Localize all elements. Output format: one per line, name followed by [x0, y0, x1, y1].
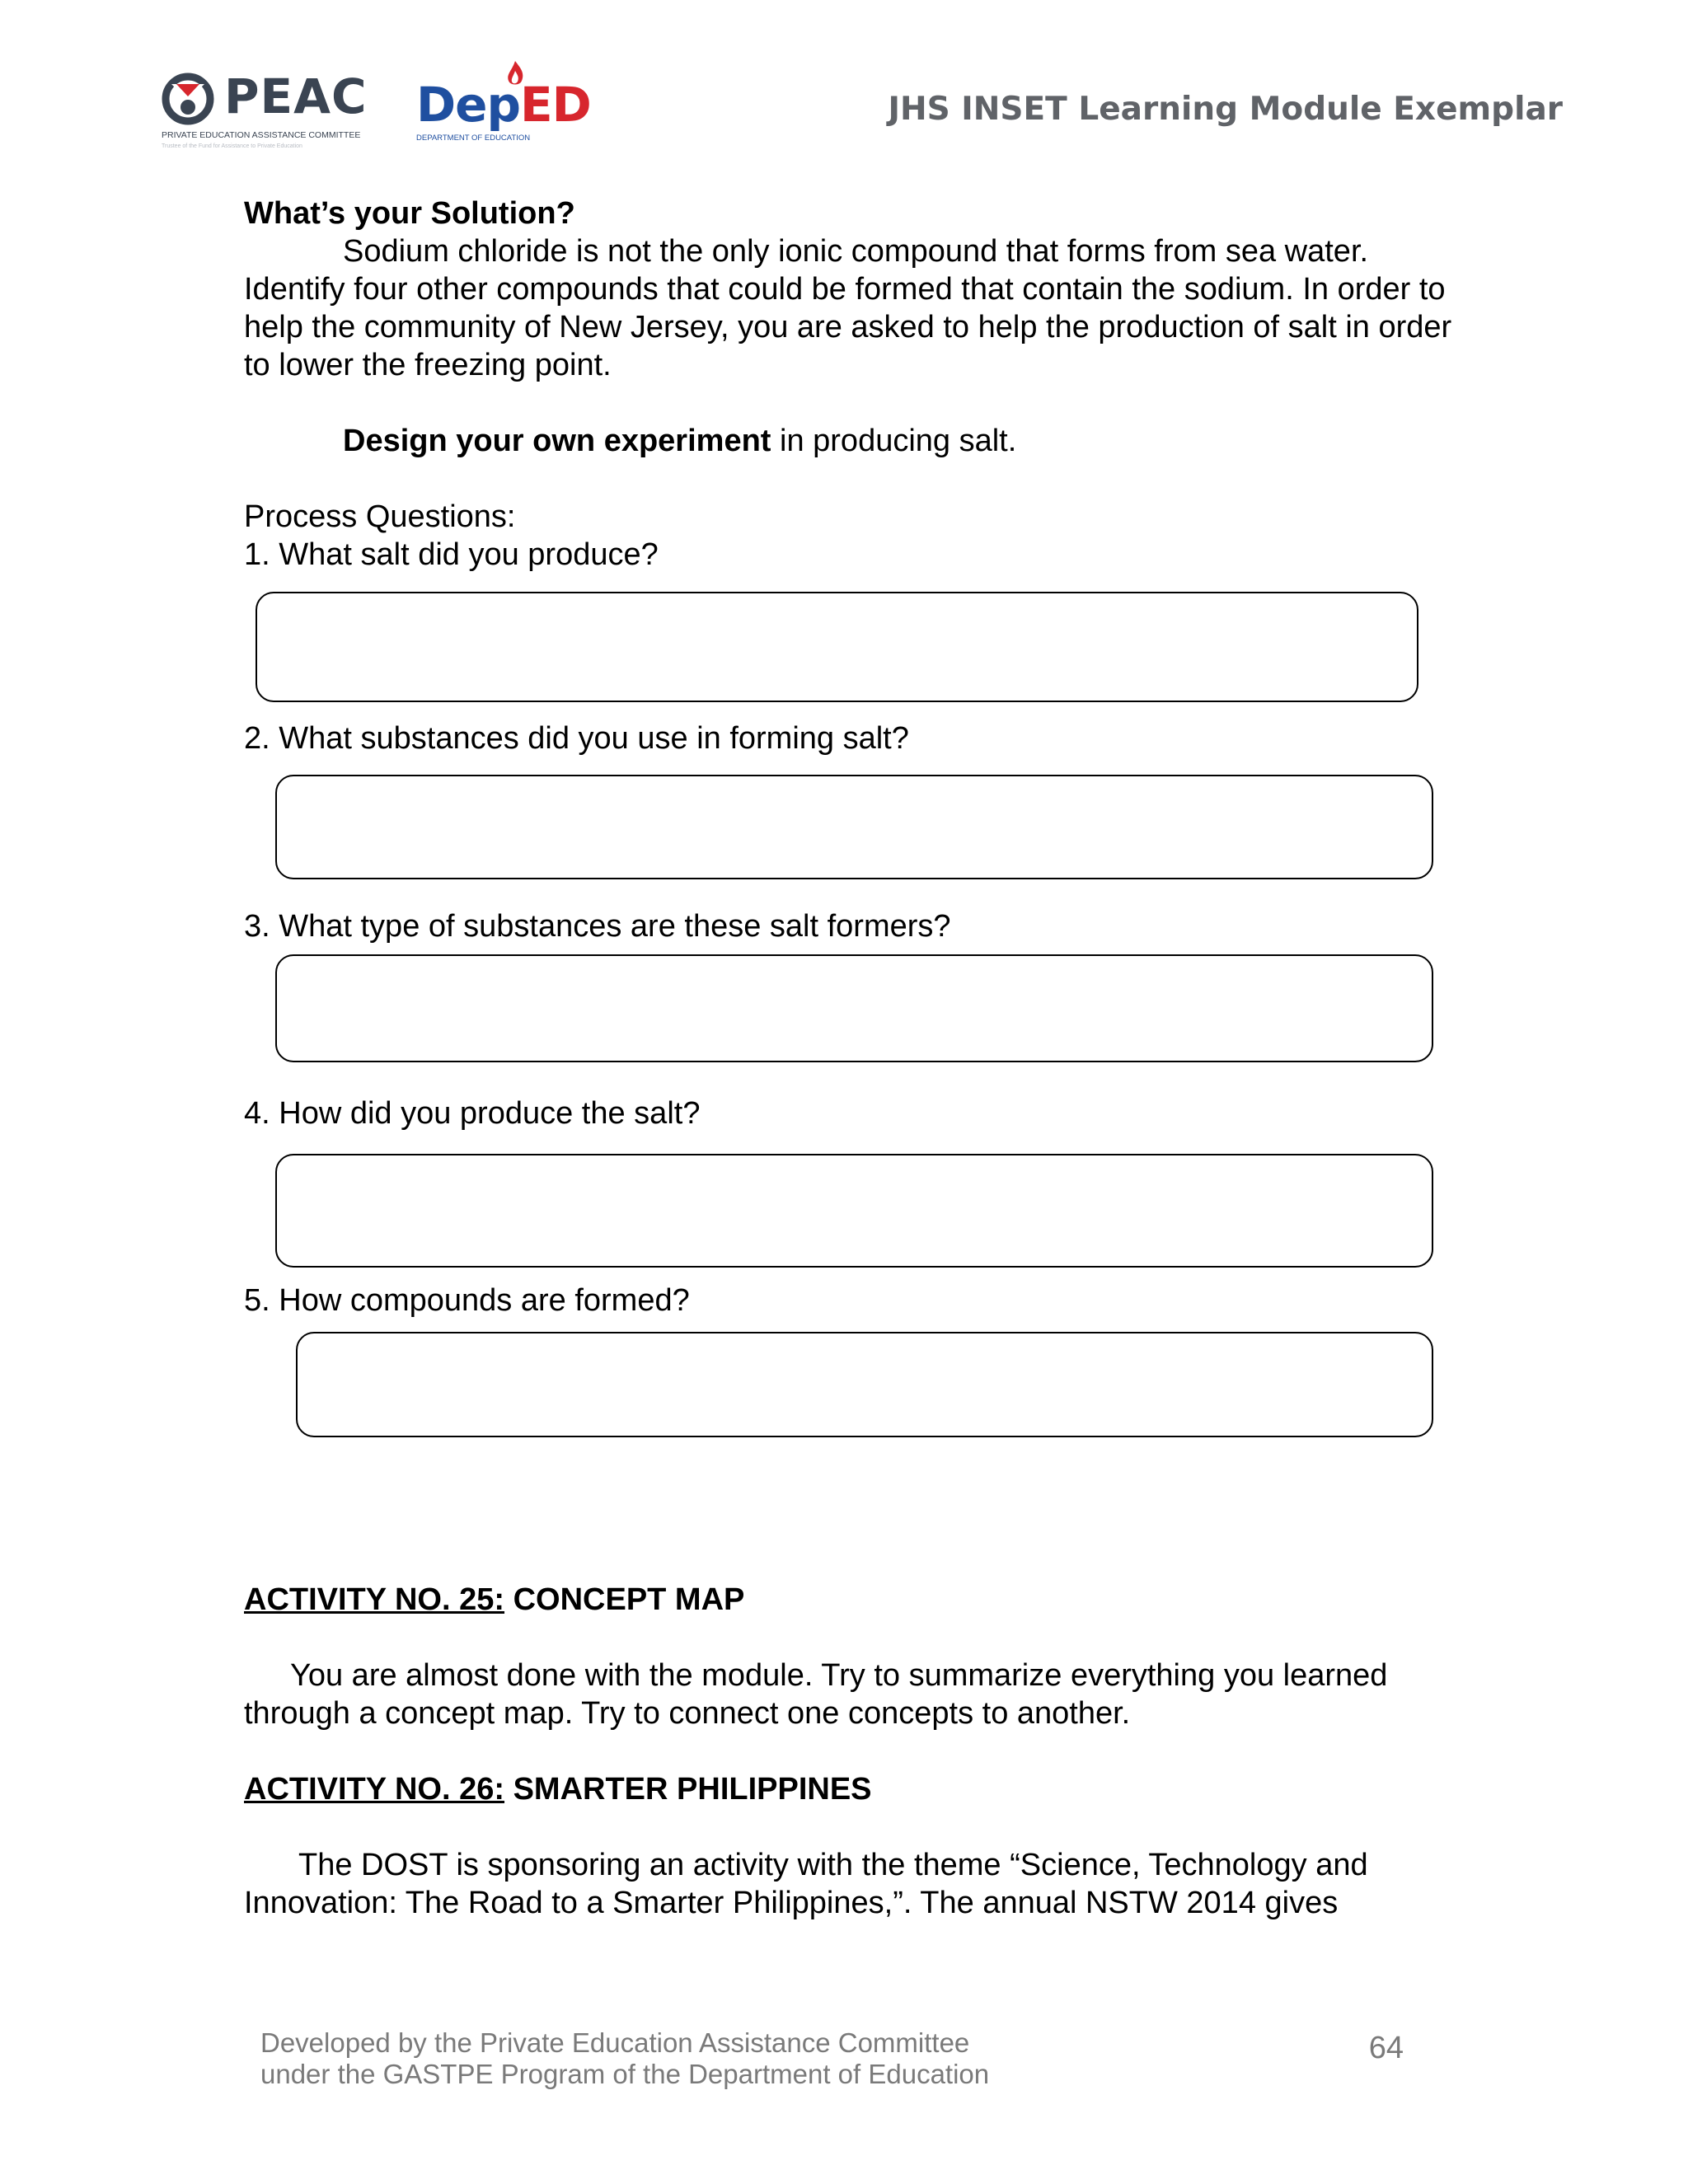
- activity-25-heading: [244, 1581, 1456, 1619]
- peac-subtitle: PRIVATE EDUCATION ASSISTANCE COMMITTEE: [162, 130, 361, 140]
- deped-subtitle: DEPARTMENT OF EDUCATION: [416, 134, 531, 143]
- question-1: 1. What salt did you produce?: [244, 537, 659, 572]
- solution-paragraph: Sodium chloride is not the only ionic compound that forms from sea water. Identify four other compounds that could be formed that contain the sodium. In order to help the community of New Jersey, you are asked to help the production of salt in order to lower the freezing point.: [244, 234, 1452, 382]
- activity-25-body: You are almost done with the module. Try to summarize everything you learned through a concept map. Try to connect one concepts to another.: [244, 1658, 1388, 1731]
- page-number: 64: [1368, 2031, 1404, 2065]
- design-instruction: [244, 422, 1456, 460]
- question-5: 5. How compounds are formed?: [244, 1283, 690, 1318]
- process-questions-label: Process Questions:: [244, 499, 516, 534]
- question-3: 3. What type of substances are these salt formers?: [244, 909, 951, 944]
- activity-25-section: [244, 1581, 1456, 1922]
- activity-26-body: The DOST is sponsoring an activity with the theme “Science, Technology and Innovation: The Road to a Smarter Philippines,”. The annual NSTW 2014 gives: [244, 1848, 1368, 1920]
- peac-wordmark: PEAC: [224, 68, 368, 124]
- answer-box-5[interactable]: [296, 1332, 1433, 1437]
- activity-25-number: ACTIVITY NO. 25:: [244, 1582, 505, 1617]
- question-2: 2. What substances did you use in forming salt?: [244, 721, 909, 756]
- activity-26-heading: [244, 1770, 1456, 1808]
- peac-emblem-icon: [162, 73, 214, 125]
- solution-section: [244, 194, 1456, 536]
- deped-wordmark-dep: Dep: [416, 77, 520, 133]
- activity-26-number: ACTIVITY NO. 26:: [244, 1772, 505, 1807]
- answer-box-2[interactable]: [275, 775, 1433, 879]
- answer-box-4[interactable]: [275, 1154, 1433, 1268]
- peac-logo: [162, 68, 388, 158]
- page-footer: [260, 2027, 989, 2090]
- answer-box-3[interactable]: [275, 954, 1433, 1062]
- footer-line-1: Developed by the Private Education Assistance Committee: [260, 2027, 970, 2058]
- design-instruction-bold: Design your own experiment: [343, 424, 771, 458]
- activity-25-title: CONCEPT MAP: [504, 1582, 745, 1617]
- design-instruction-rest: in producing salt.: [771, 424, 1017, 458]
- solution-heading: What’s your Solution?: [244, 196, 575, 231]
- peac-tagline: Trustee of the Fund for Assistance to Private Education: [162, 143, 302, 149]
- deped-logo: [416, 59, 591, 150]
- question-4: 4. How did you produce the salt?: [244, 1096, 701, 1131]
- activity-26-title: SMARTER PHILIPPINES: [504, 1772, 872, 1807]
- header-title: JHS INSET Learning Module Exemplar: [888, 91, 1563, 128]
- page-header: [0, 0, 1688, 165]
- deped-wordmark-ed: ED: [520, 77, 591, 133]
- footer-line-2: under the GASTPE Program of the Department of Education: [260, 2059, 990, 2089]
- deped-wordmark: [416, 76, 591, 134]
- answer-box-1[interactable]: [256, 592, 1418, 702]
